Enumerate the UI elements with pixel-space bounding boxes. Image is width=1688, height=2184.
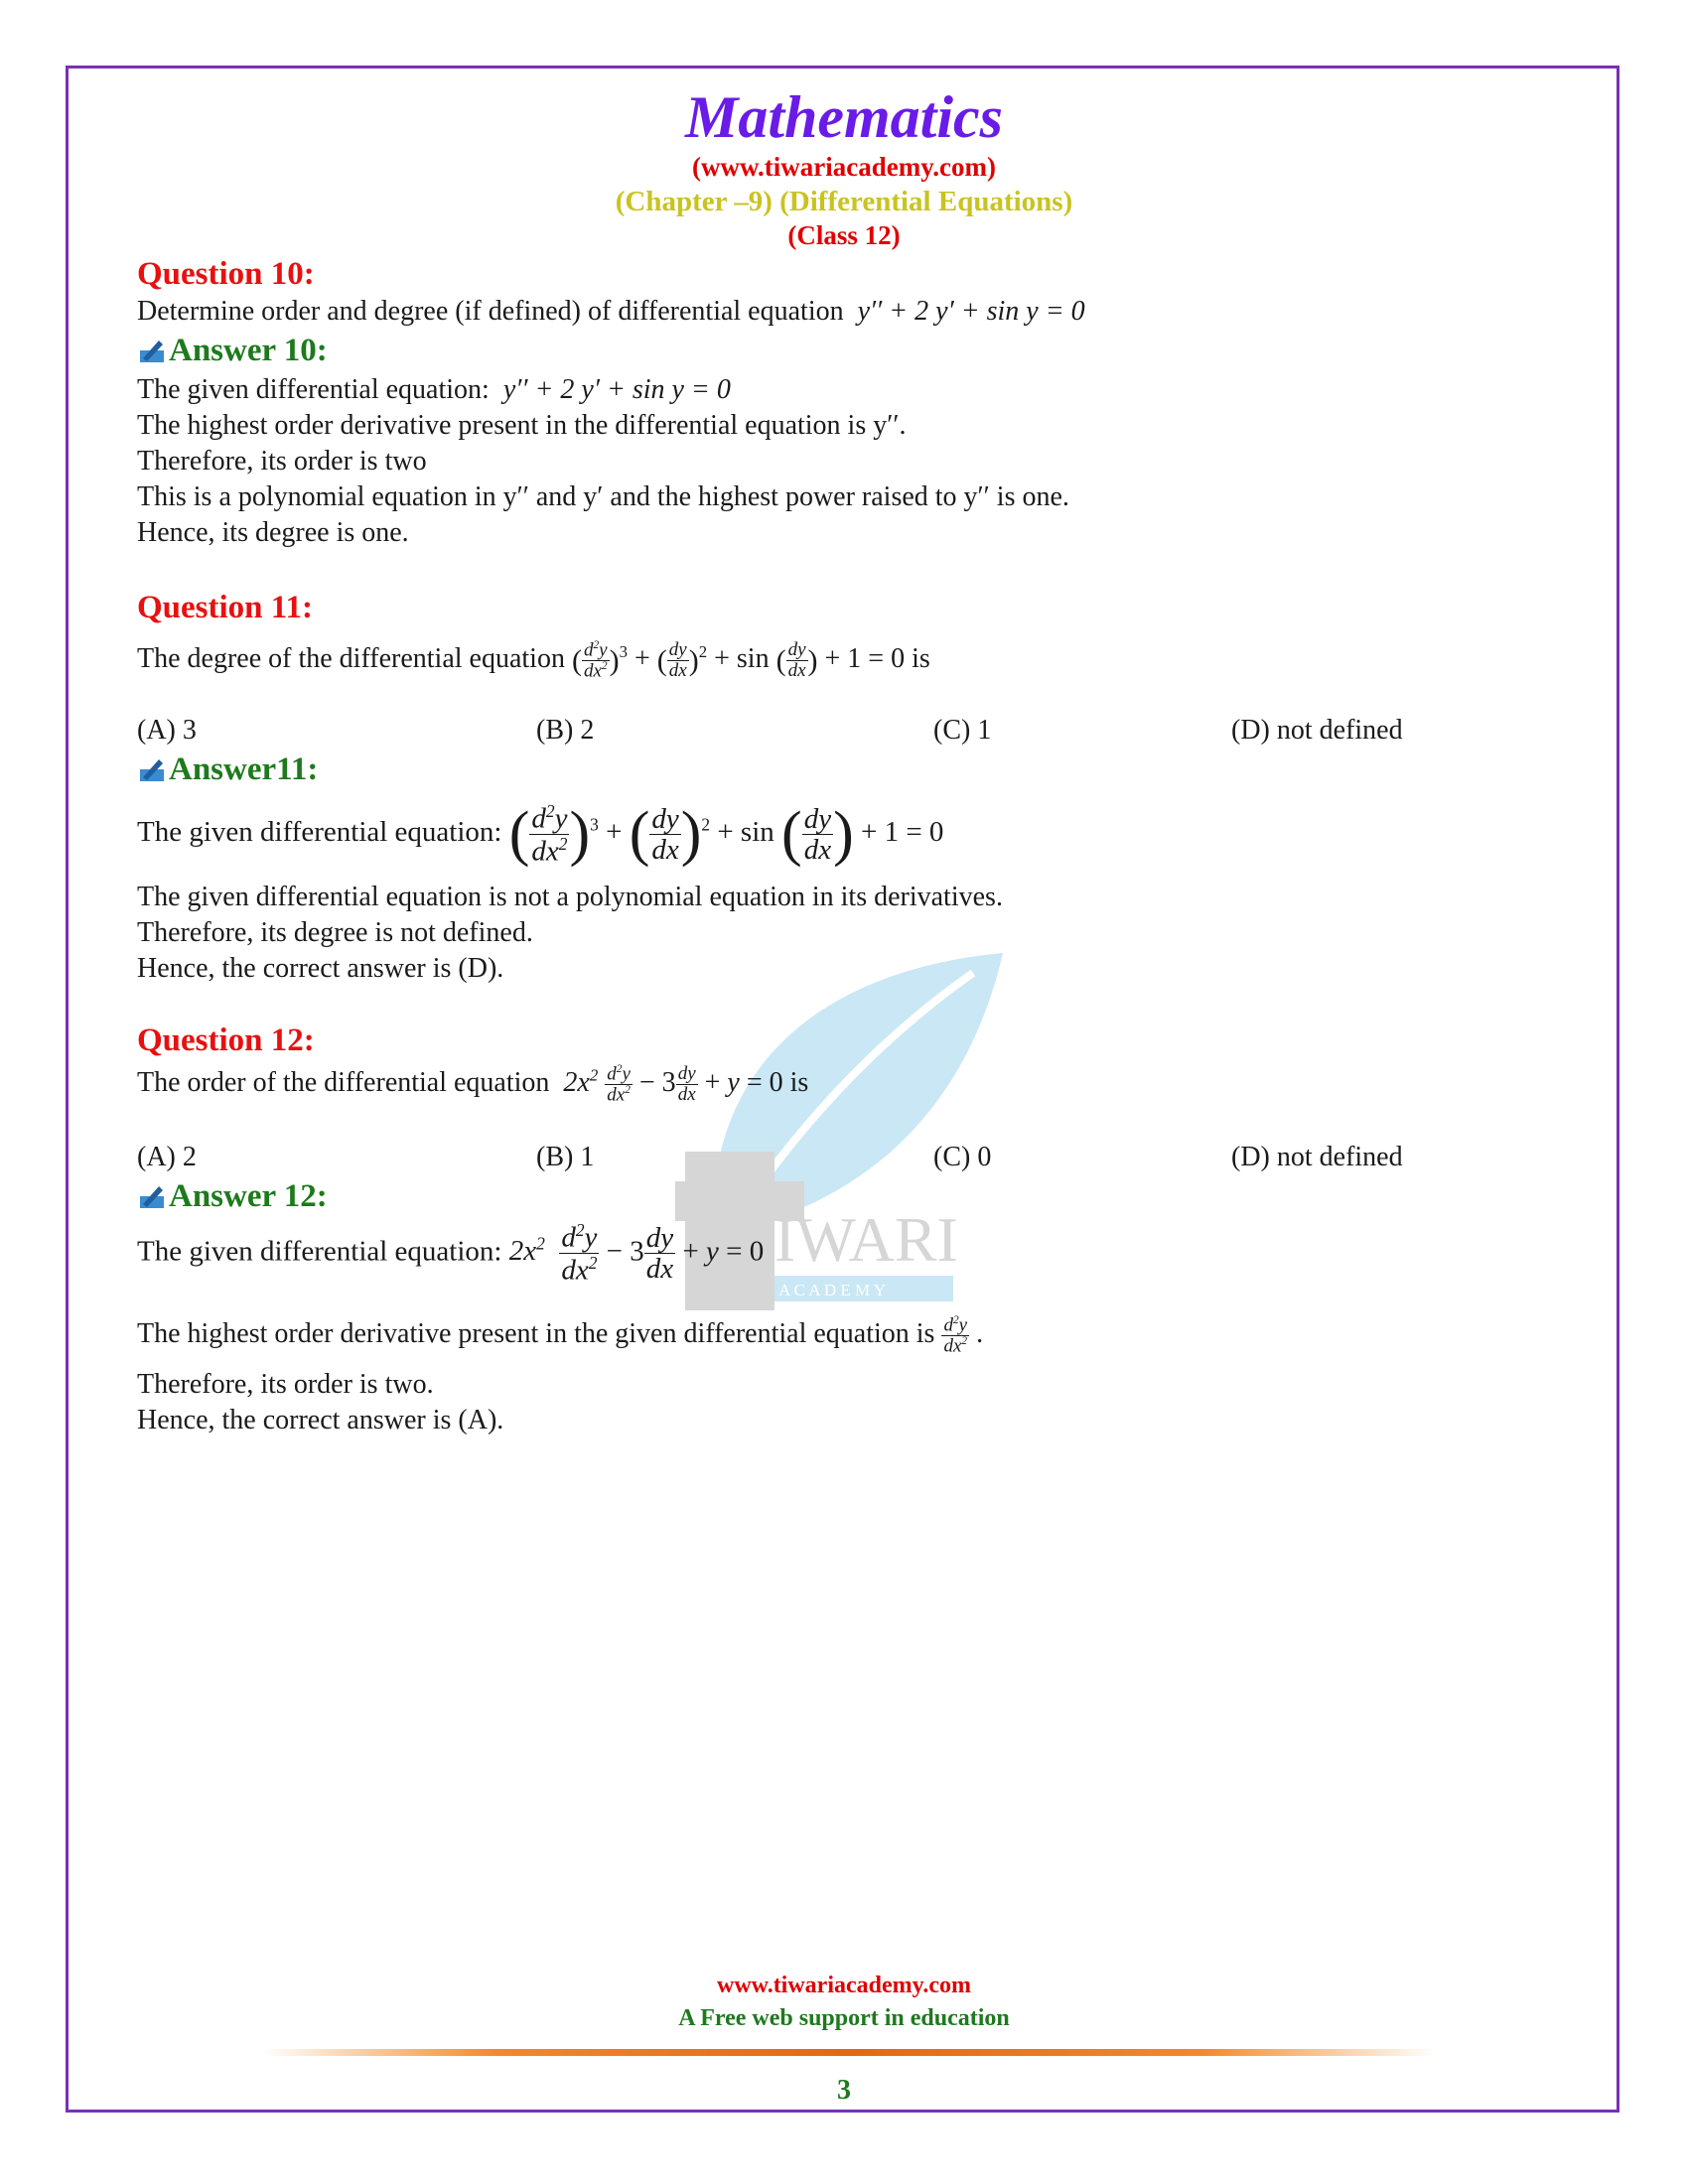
footer-url: www.tiwariacademy.com <box>717 1973 971 1998</box>
answer-11-line: The given differential equation is not a polynomial equation in its derivatives. <box>137 882 1003 912</box>
option-d: (D) not defined <box>1231 715 1403 746</box>
footer-tagline: A Free web support in education <box>678 2005 1010 2031</box>
option-d: (D) not defined <box>1231 1142 1403 1172</box>
answer-12-line: The highest order derivative present in the given differential equation is $\frac{d^2y}{dx^2}$ . <box>137 1314 984 1357</box>
footer-divider <box>263 2049 1435 2056</box>
page-title: Mathematics <box>684 84 1003 150</box>
question-11-title: Question 11: <box>137 590 313 625</box>
answer-11-line: Hence, the correct answer is (D). <box>137 953 504 984</box>
answer-11-equation: The given differential equation: ( $\frac{d^2y}{dx^2}$ )$^3$ + ( $\frac{dy}{dx}$ )$^2$ + sin ( $\frac{dy}{dx}$ ) + 1 = 0 <box>137 800 944 868</box>
option-b: (B) 1 <box>536 1142 595 1172</box>
option-b: (B) 2 <box>536 715 595 746</box>
answer-10-line: This is a polynomial equation in y′′ and y′ and the highest power raised to y′′ is one. <box>137 481 1069 512</box>
page-number: 3 <box>837 2075 851 2106</box>
answer-11-line: Therefore, its degree is not defined. <box>137 917 533 948</box>
header-class: (Class 12) <box>787 220 901 250</box>
question-12-title: Question 12: <box>137 1023 315 1058</box>
watermark-sub: A C A D E M Y <box>778 1281 887 1299</box>
question-10-title: Question 10: <box>137 256 315 292</box>
answer-10-line: The highest order derivative present in the differential equation is y′′. <box>137 410 907 441</box>
question-12-text: The order of the differential equation $2x^2$ $\frac{d^2y}{dx^2}$ − 3 $\frac{dy}{dx}$ + y = 0 is <box>137 1063 809 1106</box>
option-c: (C) 0 <box>933 1142 992 1172</box>
answer-10-title: Answer 10: <box>137 333 328 369</box>
watermark-text: IWARI <box>774 1204 958 1275</box>
option-c: (C) 1 <box>933 715 992 746</box>
header-chapter: (Chapter –9) (Differential Equations) <box>615 186 1073 217</box>
pen-book-icon <box>137 337 167 366</box>
answer-10-line: The given differential equation: y′′ + 2 y′ + sin y = 0 <box>137 374 731 405</box>
answer-12-line: Therefore, its order is two. <box>137 1369 434 1400</box>
question-10-text: Determine order and degree (if defined) of differential equation y′′ + 2 y′ + sin y = 0 <box>137 296 1085 327</box>
answer-12-line: Hence, the correct answer is (A). <box>137 1405 504 1435</box>
answer-10-line: Hence, its degree is one. <box>137 517 409 548</box>
answer-11-title: Answer11: <box>137 751 318 788</box>
answer-12-equation: The given differential equation: $2x^2$ $\frac{d^2y}{dx^2}$ − 3 $\frac{dy}{dx}$ + y = 0 <box>137 1220 765 1287</box>
answer-10-line: Therefore, its order is two <box>137 446 427 477</box>
header-url: (www.tiwariacademy.com) <box>692 152 996 182</box>
pen-book-icon <box>137 755 167 785</box>
option-a: (A) 2 <box>137 1142 197 1172</box>
question-11-text: The degree of the differential equation ( $\frac{d^2y}{dx^2}$ )$^3$ + ( $\frac{dy}{dx}$ )$^2$ + sin ( $\frac{dy}{dx}$ ) + 1 = 0 is <box>137 639 930 682</box>
option-a: (A) 3 <box>137 715 197 746</box>
answer-12-title: Answer 12: <box>137 1178 328 1215</box>
pen-book-icon <box>137 1182 167 1212</box>
